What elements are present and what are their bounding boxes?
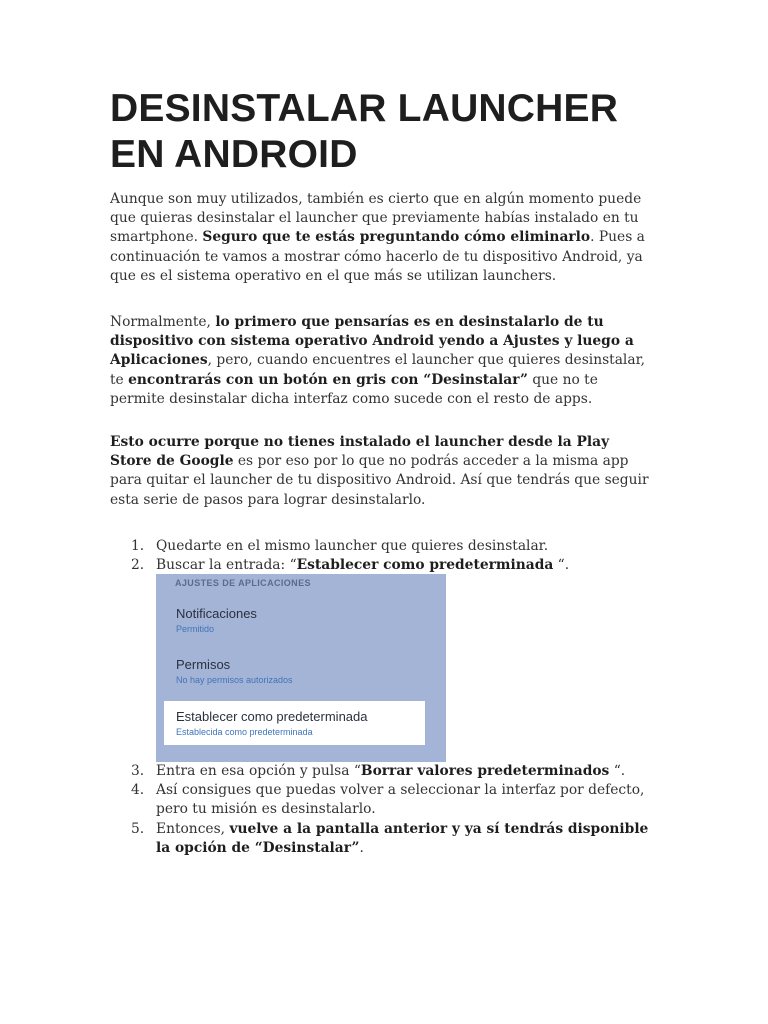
text-run: que no te permite desinstalar dicha interfaz como sucede con el resto de apps. [110,371,598,407]
second-paragraph [110,313,655,409]
bold-text: Esto ocurre porque no tienes instalado el launcher desde la Play Store de Google [110,434,610,470]
bold-text: Seguro que te estás preguntando cómo eliminarlo [202,229,591,246]
step-number: 2. [131,557,145,574]
step-number: 3. [131,763,145,779]
text-run: Entonces, [156,820,230,837]
screenshot-item-permissions-title: Permisos [176,657,231,672]
text-run: Buscar la entrada: “ [156,557,297,574]
step-item [110,820,655,858]
step-item [110,556,655,575]
bold-text: vuelve a la pantalla anterior y ya sí tendrás disponible la opción de “Desinstalar” [156,820,649,856]
page-title: DESINSTALAR LAUNCHER EN ANDROID [110,87,619,176]
app-settings-screenshot [156,574,446,762]
text-run: Así consigues que puedas volver a seleccionar la interfaz por defecto, pero tu misión es desinstalarlo. [156,782,645,818]
text-run: Aunque son muy utilizados, también es cierto que en algún momento puede que quieras desinstalar el launcher que previamente habías instalado en tu smartphone. [110,191,642,246]
bold-text: Borrar valores predeterminados [360,763,610,779]
screenshot-item-notifications-subtitle: Permitido [176,624,215,634]
step-item [110,537,655,556]
screenshot-item-default-title: Establecer como predeterminada [176,709,368,724]
bold-text: encontrarás con un botón en gris con “Desinstalar” [128,371,528,388]
text-run: “. [609,763,626,779]
bold-text: Establecer como predeterminada [296,557,554,574]
intro-paragraph [110,190,655,286]
text-run: . Pues a continuación te vamos a mostrar cómo hacerlo de tu dispositivo Android, ya que es el sistema operativo en el que más se utilizan launchers. [110,229,645,284]
step-number: 4. [131,782,145,799]
screenshot-header: AJUSTES DE APLICACIONES [175,578,311,588]
step-item [110,762,655,781]
bold-text: lo primero que pensarías es en desinstalarlo de tu dispositivo con sistema operativo Android yendo a Ajustes y luego a Aplicaciones [110,314,634,369]
text-run: . [359,839,364,856]
text-run: Normalmente, [110,314,216,330]
text-run: Quedarte en el mismo launcher que quieres desinstalar. [156,538,549,554]
third-paragraph [110,433,655,510]
step-item [110,781,655,819]
steps-list-part-1 [110,537,655,575]
screenshot-item-permissions-subtitle: No hay permisos autorizados [176,675,293,685]
step-number: 1. [131,538,145,554]
step-number: 5. [131,820,145,837]
text-run: , pero, cuando encuentres el launcher que quieres desinstalar, te [110,352,646,388]
text-run: “. [553,557,570,574]
steps-list-part-2 [110,762,655,858]
text-run: Entra en esa opción y pulsa “ [156,763,361,779]
text-run: es por eso por lo que no podrás acceder a la misma app para quitar el launcher de tu dispositivo Android. Así que tendrás que seguir esta serie de pasos para lograr desinstalarlo. [110,453,649,508]
screenshot-item-notifications-title: Notificaciones [176,606,257,621]
screenshot-item-default-subtitle: Establecida como predeterminada [176,727,313,737]
